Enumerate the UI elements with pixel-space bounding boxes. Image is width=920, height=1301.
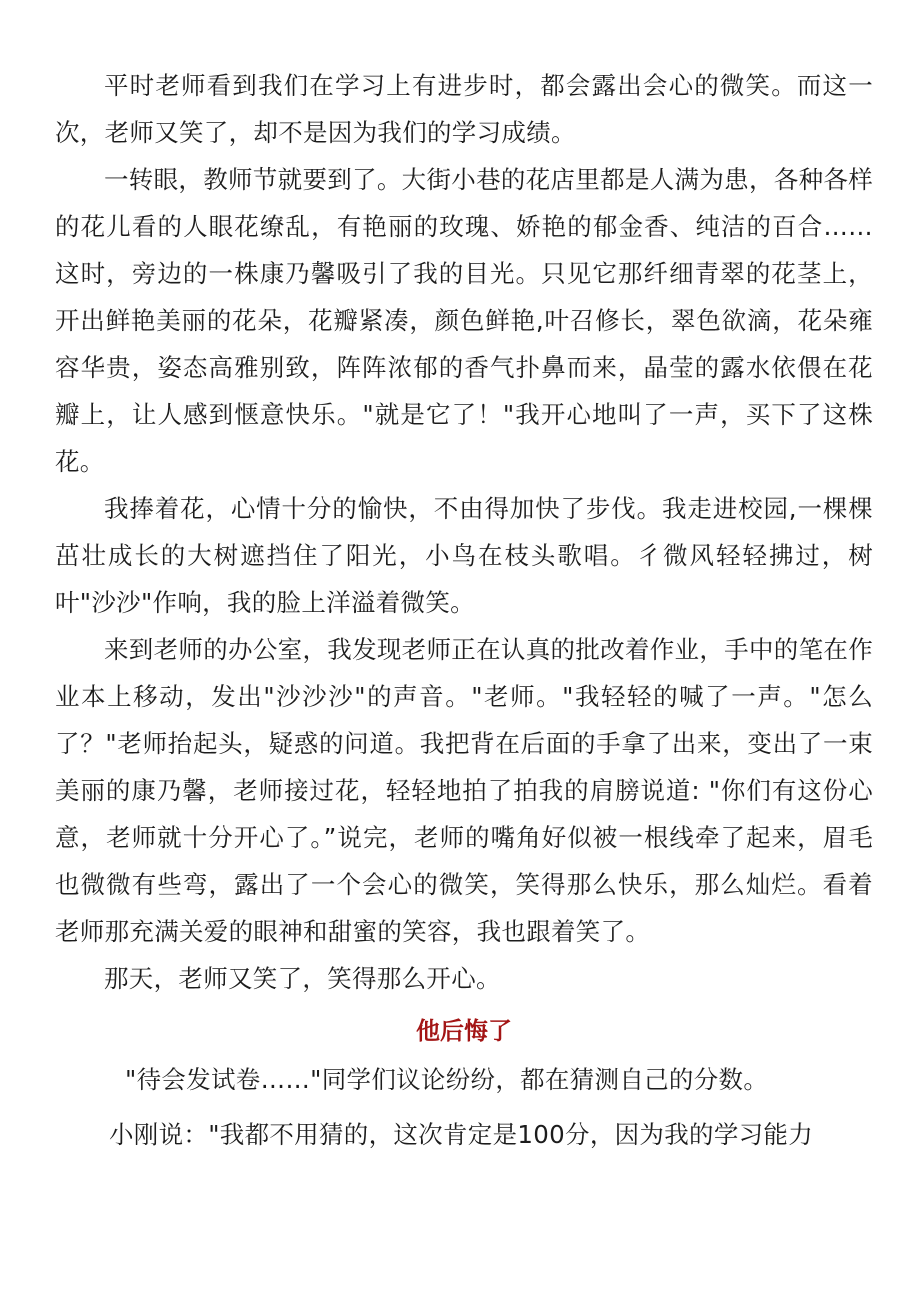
paragraph-1: 平时老师看到我们在学习上有进步时，都会露出会心的微笑。而这一次，老师又笑了，却不是因为我们的学习成绩。 <box>55 71 873 147</box>
paragraph-2: 一转眼，教师节就要到了。大街小巷的花店里都是人满为患，各种各样的花儿看的人眼花缭乱，有艳丽的玫瑰、娇艳的郁金香、纯洁的百合……这时，旁边的一株康乃馨吸引了我的目光。只见它那纤细青翠的花茎上，开出鲜艳美丽的花朵，花瓣紧凑，颜色鲜艳,叶召修长，翠色欲滴，花朵雍容华贵，姿态高雅别致，阵阵浓郁的香气扑鼻而来，晶莹的露水依偎在花瓣上，让人感到惬意快乐。"就是它了！"我开心地叫了一声，买下了这株花。 <box>55 165 873 476</box>
paragraph-5: 那天，老师又笑了，笑得那么开心。 <box>104 964 501 993</box>
paragraph-4: 来到老师的办公室，我发现老师正在认真的批改着作业，手中的笔在作业本上移动，发出"沙沙沙"的声音。"老师。"我轻轻的喊了一声。"怎么了？"老师抬起头，疑惑的问道。我把背在后面的手拿了出来，变出了一束美丽的康乃馨，老师接过花，轻轻地拍了拍我的肩膀说道: "你们有这份心意，老师就十分开心了。”说完，老师的嘴角好似被一根线牵了起来，眉毛也微微有些弯，露出了一个会心的微笑，笑得那么快乐，那么灿烂。看着老师那充满关爱的眼神和甜蜜的笑容，我也跟着笑了。 <box>55 635 873 946</box>
section-paragraph-2: 小刚说："我都不用猜的，这次肯定是100分，因为我的学习能力 <box>109 1120 814 1149</box>
section-title: 他后悔了 <box>416 1017 512 1045</box>
paragraph-3: 我捧着花，心情十分的愉快，不由得加快了步伐。我走进校园,一棵棵茁壮成长的大树遮挡住了阳光，小鸟在枝头歌唱。彳微风轻轻拂过，树叶"沙沙"作响，我的脸上洋溢着微笑。 <box>55 494 873 617</box>
document-page <box>55 62 873 1158</box>
section-paragraph-1: "待会发试卷……"同学们议论纷纷，都在猜测自己的分数。 <box>125 1065 769 1094</box>
